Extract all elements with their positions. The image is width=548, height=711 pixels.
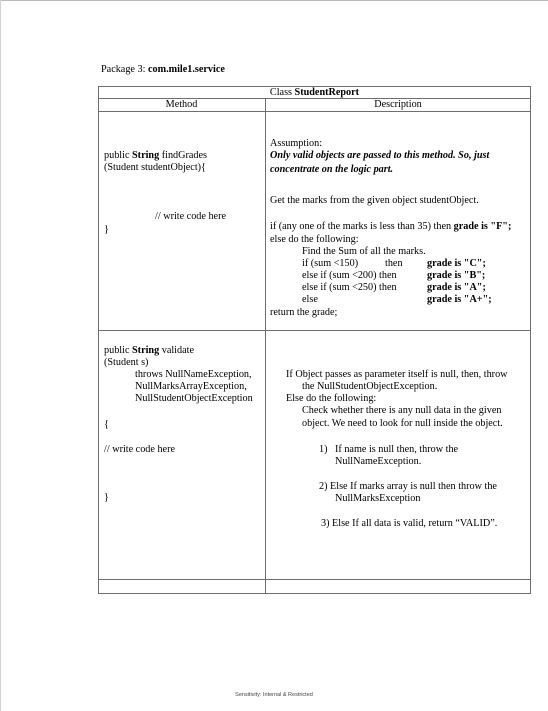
method-signature bbox=[104, 345, 194, 357]
step-text: 3) Else If all data is valid, return “VALID”. bbox=[321, 518, 498, 529]
code-comment: // write code here bbox=[155, 211, 226, 222]
table-border bbox=[98, 330, 531, 331]
opening-brace: { bbox=[104, 419, 109, 430]
throws-clause: NullMarksArrayException, bbox=[135, 381, 247, 392]
throws-clause: throws NullNameException, bbox=[135, 369, 252, 380]
description-line: Check whether there is any null data in the given bbox=[302, 405, 502, 416]
description-line: Else do the following: bbox=[286, 393, 377, 404]
grade-condition: else bbox=[302, 294, 318, 305]
description-line: return the grade; bbox=[270, 307, 338, 318]
return-type: String bbox=[132, 345, 160, 356]
description-line: the NullStudentObjectException. bbox=[302, 381, 438, 392]
table-title bbox=[98, 87, 531, 99]
package-name: com.mile1.service bbox=[147, 64, 225, 75]
table-border bbox=[530, 86, 531, 594]
description-line: Find the Sum of all the marks. bbox=[302, 246, 426, 257]
description-line: object. We need to look for null inside the object. bbox=[302, 418, 503, 429]
description-line: else do the following: bbox=[270, 234, 359, 245]
page-edge bbox=[0, 0, 1, 711]
method-params: (Student s) bbox=[104, 357, 149, 368]
grade-label: grade is bbox=[453, 221, 488, 232]
description-line: If Object passes as parameter itself is null, then, throw bbox=[286, 369, 508, 380]
assumption-text: Only valid objects are passed to this method. So, just bbox=[270, 150, 490, 161]
grade-condition: else if (sum <200) then bbox=[302, 270, 397, 281]
table-title-prefix: Class bbox=[269, 87, 292, 98]
step-text: NullNameException. bbox=[335, 456, 422, 467]
step-text: 2) Else If marks array is null then throw the bbox=[319, 481, 497, 492]
keyword: public bbox=[104, 150, 130, 161]
table-title-class: StudentReport bbox=[294, 87, 360, 98]
return-type: String bbox=[132, 150, 160, 161]
assumption-label: Assumption: bbox=[270, 138, 323, 149]
closing-brace: } bbox=[104, 224, 109, 235]
sensitivity-footer: Sensitivity: Internal & Restricted bbox=[235, 692, 313, 698]
grade-result: grade is "A+"; bbox=[427, 294, 492, 305]
assumption-text: concentrate on the logic part. bbox=[270, 164, 394, 175]
closing-brace: } bbox=[104, 492, 109, 503]
description-line: Get the marks from the given object studentObject. bbox=[270, 195, 479, 206]
step-text: If name is null then, throw the bbox=[335, 444, 459, 455]
grade-result: grade is "A"; bbox=[427, 282, 486, 293]
table-border bbox=[265, 98, 266, 594]
description-line bbox=[270, 221, 511, 233]
method-params: (Student studentObject){ bbox=[104, 162, 206, 173]
step-number: 1) bbox=[319, 444, 328, 455]
grade-condition: else if (sum <250) then bbox=[302, 282, 397, 293]
table-border bbox=[98, 579, 531, 580]
page-edge bbox=[0, 0, 548, 1]
code-comment: // write code here bbox=[104, 444, 175, 455]
table-border bbox=[98, 86, 99, 594]
method-name: findGrades bbox=[161, 150, 207, 161]
column-header-method: Method bbox=[165, 99, 198, 110]
package-heading bbox=[101, 64, 225, 76]
grade-result: grade is "C"; bbox=[427, 258, 486, 269]
method-signature bbox=[104, 150, 207, 162]
grade-condition-then: then bbox=[385, 258, 403, 269]
step-text: NullMarksException bbox=[335, 493, 421, 504]
column-header-description: Description bbox=[374, 99, 422, 110]
table-border bbox=[98, 593, 531, 594]
keyword: public bbox=[104, 345, 130, 356]
throws-clause: NullStudentObjectException bbox=[135, 393, 253, 404]
grade-value: "F"; bbox=[490, 221, 512, 232]
method-name: validate bbox=[161, 345, 194, 356]
package-label: Package 3: bbox=[101, 64, 146, 75]
grade-condition: if (sum <150) bbox=[302, 258, 359, 269]
condition-text: if (any one of the marks is less than 35) then bbox=[270, 221, 452, 232]
grade-result: grade is "B"; bbox=[427, 270, 486, 281]
